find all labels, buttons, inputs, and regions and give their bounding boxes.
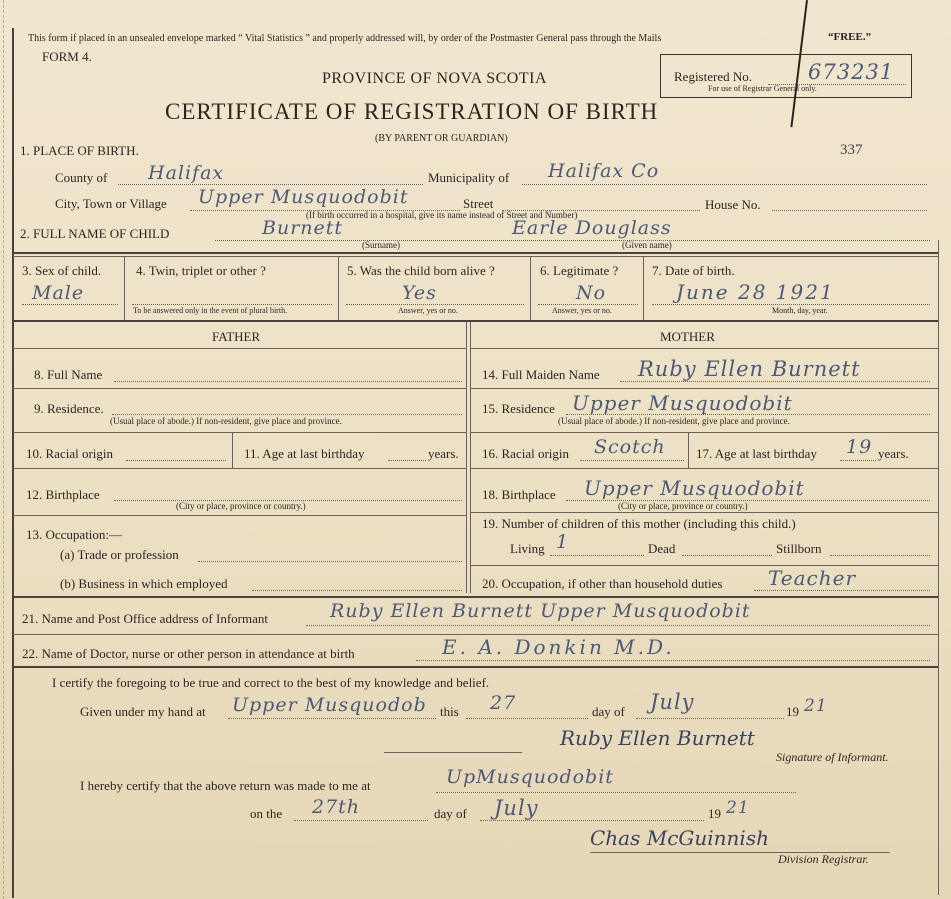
dob-label: 7. Date of birth. <box>652 263 735 278</box>
return-day: 27th <box>312 796 361 818</box>
mother-occupation-label: 20. Occupation, if other than household duties <box>482 576 723 591</box>
given-day-of-label: day of <box>592 704 625 719</box>
dob-value: June 28 1921 <box>676 280 835 304</box>
corner-number: 337 <box>840 142 863 158</box>
living-value: 1 <box>556 531 570 553</box>
informant-label: 21. Name and Post Office address of Informant <box>22 611 268 626</box>
mother-birthplace-label: 18. Birthplace <box>482 487 556 502</box>
mother-children-label: 19. Number of children of this mother (including this child.) <box>482 516 796 531</box>
given-note: (Given name) <box>622 240 672 250</box>
doctor-label: 22. Name of Doctor, nurse or other person in attendance at birth <box>22 646 355 661</box>
mother-occupation-value: Teacher <box>768 566 857 590</box>
father-residence-label: 9. Residence. <box>34 401 104 416</box>
street-label: Street <box>463 196 494 211</box>
child-surname: Burnett <box>262 217 344 239</box>
registered-number: 673231 <box>808 60 895 84</box>
twin-note: To be answered only in the event of plural birth. <box>133 306 288 315</box>
surname-note: (Surname) <box>362 240 400 250</box>
mother-birthplace-note: (City or place, province or country.) <box>618 501 748 511</box>
municipality-value: Halifax Co <box>548 160 660 182</box>
mother-racial-label: 16. Racial origin <box>482 446 570 461</box>
twin-label: 4. Twin, triplet or other ? <box>136 263 266 278</box>
return-day-of-label: day of <box>434 806 467 821</box>
mother-age-value: 19 <box>846 436 873 458</box>
mother-birthplace-value: Upper Musquodobit <box>584 476 805 500</box>
father-age-label: 11. Age at last birthday <box>244 446 365 461</box>
father-name-label: 8. Full Name <box>34 367 103 382</box>
living-label: Living <box>510 541 545 556</box>
mother-residence-label: 15. Residence <box>482 401 555 416</box>
father-racial-label: 10. Racial origin <box>26 446 114 461</box>
municipality-label: Municipality of <box>428 170 510 185</box>
return-label: I hereby certify that the above return was made to me at <box>80 778 371 793</box>
sex-value: Male <box>32 282 85 304</box>
alive-label: 5. Was the child born alive ? <box>347 263 495 278</box>
legit-note: Answer, yes or no. <box>552 306 612 315</box>
trade-label: (a) Trade or profession <box>60 547 179 562</box>
mailing-notice: This form if placed in an unsealed envelope marked “ Vital Statistics ” and properly addressed will, by order of the Postmaster General pass through the Mails <box>28 33 662 44</box>
informant-signature: Ruby Ellen Burnett <box>560 726 755 750</box>
mother-residence-note: (Usual place of abode.) If non-resident, give place and province. <box>558 416 790 426</box>
mother-racial-value: Scotch <box>594 436 666 458</box>
return-month: July <box>494 796 539 820</box>
legit-value: No <box>576 282 607 304</box>
business-label: (b) Business in which employed <box>60 576 228 591</box>
father-residence-note: (Usual place of abode.) If non-resident, give place and province. <box>110 416 342 426</box>
mother-age-unit: years. <box>878 446 909 461</box>
legit-label: 6. Legitimate ? <box>540 263 619 278</box>
return-year-prefix: 19 <box>708 806 721 821</box>
father-age-unit: years. <box>428 446 459 461</box>
form-number: FORM 4. <box>42 49 92 64</box>
dead-label: Dead <box>648 541 676 556</box>
alive-value: Yes <box>402 282 437 304</box>
father-heading: FATHER <box>212 329 261 344</box>
hospital-note: (If birth occurred in a hospital, give its name instead of Street and Number) <box>306 210 578 220</box>
county-label: County of <box>55 170 108 185</box>
mother-name-label: 14. Full Maiden Name <box>482 367 600 382</box>
subtitle: (BY PARENT OR GUARDIAN) <box>375 133 508 144</box>
registered-note: For use of Registrar General only. <box>708 84 817 93</box>
page-title: CERTIFICATE OF REGISTRATION OF BIRTH <box>165 99 659 124</box>
certify-statement: I certify the foregoing to be true and correct to the best of my knowledge and belief. <box>52 675 490 690</box>
given-year: 21 <box>804 696 828 716</box>
mother-name-value: Ruby Ellen Burnett <box>638 357 861 381</box>
registered-label: Registered No. <box>674 69 752 84</box>
father-birthplace-label: 12. Birthplace <box>26 487 100 502</box>
city-value: Upper Musquodobit <box>198 186 409 208</box>
given-under-label: Given under my hand at <box>80 704 206 719</box>
informant-value: Ruby Ellen Burnett Upper Musquodobit <box>330 600 751 622</box>
city-label: City, Town or Village <box>55 196 167 211</box>
free-notice: “FREE.” <box>828 31 872 43</box>
given-place: Upper Musquodob <box>232 694 427 716</box>
doctor-value: E. A. Donkin M.D. <box>442 635 675 659</box>
given-month: July <box>650 690 695 714</box>
county-value: Halifax <box>148 162 225 184</box>
left-edge-text <box>3 0 4 899</box>
house-label: House No. <box>705 197 761 212</box>
place-of-birth-label: 1. PLACE OF BIRTH. <box>20 143 139 158</box>
stillborn-label: Stillborn <box>776 541 822 556</box>
child-given-name: Earle Douglass <box>512 217 672 239</box>
alive-note: Answer, yes or no. <box>398 306 458 315</box>
registrar-label: Division Registrar. <box>778 852 869 866</box>
right-border <box>938 240 939 895</box>
return-year: 21 <box>726 798 750 818</box>
left-border <box>12 28 14 898</box>
child-name-label: 2. FULL NAME OF CHILD <box>20 226 170 241</box>
father-birthplace-note: (City or place, province or country.) <box>176 501 306 511</box>
province: PROVINCE OF NOVA SCOTIA <box>322 70 548 87</box>
this-label: this <box>440 704 459 719</box>
dob-note: Month, day, year. <box>772 306 828 315</box>
return-place: UpMusquodobit <box>446 766 614 788</box>
sex-label: 3. Sex of child. <box>22 263 102 278</box>
on-the-label: on the <box>250 806 283 821</box>
informant-signature-label: Signature of Informant. <box>776 750 889 764</box>
registrar-signature: Chas McGuinnish <box>590 826 769 850</box>
mother-age-label: 17. Age at last birthday <box>696 446 817 461</box>
mother-residence-value: Upper Musquodobit <box>572 391 793 415</box>
given-year-prefix: 19 <box>786 704 799 719</box>
given-day: 27 <box>490 692 517 714</box>
father-occupation-label: 13. Occupation:— <box>26 527 123 542</box>
mother-heading: MOTHER <box>660 329 715 344</box>
